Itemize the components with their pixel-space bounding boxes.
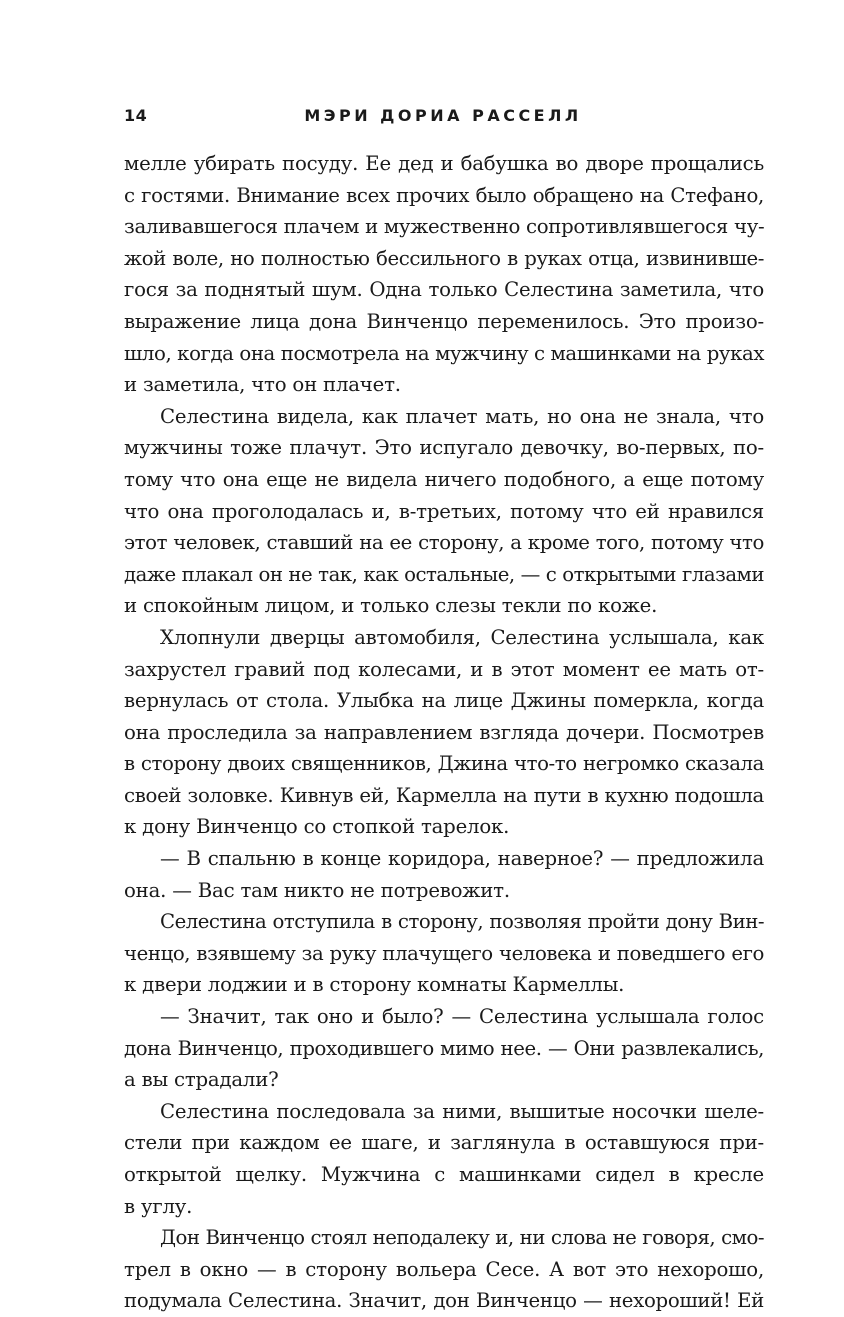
text-line: вернулась от стола. Улыбка на лице Джины померкла, когда [124,689,764,713]
text-line: шло, когда она посмотрела на мужчину с машинками на руках [124,341,765,365]
text-line: в углу. [124,1194,193,1218]
paragraph [124,401,764,622]
text-line: трел в окно — в сторону вольера Сесе. А вот это нехорошо, [124,1257,764,1281]
text-line: она. — Вас там никто не потревожит. [124,878,510,902]
text-line: Хлопнули дверцы автомобиля, Селестина услышала, как [160,625,764,649]
text-line: Селестина видела, как плачет мать, но она не знала, что [160,404,764,428]
text-line: дона Винченцо, проходившего мимо нее. — Они развлекались, [124,1036,764,1060]
paragraph [124,148,764,401]
text-line: мелле убирать посуду. Ее дед и бабушка во дворе прощались [124,152,764,175]
paragraph [124,906,764,1001]
text-line: тому что она еще не видела ничего подобного, а еще потому [124,467,764,491]
text-line: — Значит, так оно и было? — Селестина услышала голос [160,1005,764,1029]
text-line: к двери лоджии и в сторону комнаты Кармеллы. [124,973,625,997]
text-line: в сторону двоих священников, Джина что-то негромко сказала [124,752,764,776]
text-line: подумала Селестина. Значит, дон Винченцо — нехороший! Ей [124,1289,764,1313]
text-line: этот человек, ставший на ее сторону, а кроме того, потому что [124,531,764,555]
running-head-author: МЭРИ ДОРИА РАССЕЛЛ [304,106,582,125]
text-line: своей золовке. Кивнув ей, Кармелла на пути в кухню подошла [124,783,764,807]
text-line: мужчины тоже плачут. Это испугало девочку, во-первых, по- [124,436,764,460]
running-head [124,98,762,132]
text-line: заливавшегося плачем и мужественно сопротивлявшегося чу- [124,215,765,239]
text-line: выражение лица дона Винченцо переменилось. Это произо- [124,309,764,333]
text-line: стели при каждом ее шаге, и заглянула в оставшуюся при- [124,1131,764,1155]
paragraph [124,622,764,843]
page-number: 14 [124,106,148,125]
paragraph [124,843,764,906]
text-line: она проследила за направлением взгляда дочери. Посмотрев [124,720,764,744]
text-line: а вы страдали? [124,1068,279,1092]
text-line: захрустел гравий под колесами, и в этот момент ее мать от- [124,657,764,681]
text-line: и спокойным лицом, и только слезы текли по коже. [124,594,658,618]
paragraph [124,1001,764,1096]
text-line: Селестина отступила в сторону, позволяя пройти дону Вин- [160,910,764,934]
text-line: с гостями. Внимание всех прочих было обращено на Стефано, [124,183,764,207]
text-line: Дон Винченцо стоял неподалеку и, ни слова не говоря, смо- [160,1226,764,1250]
paragraph [124,1096,764,1222]
text-line: жой воле, но полностью бессильного в руках отца, извинивше- [124,246,764,270]
text-line: ченцо, взявшему за руку плачущего человека и поведшего его [124,941,764,965]
text-line: гося за поднятый шум. Одна только Селестина заметила, что [124,278,764,302]
text-line: открытой щелку. Мужчина с машинками сидел в кресле [124,1163,764,1186]
text-line: Селестина последовала за ними, вышитые носочки шеле- [160,1099,764,1123]
text-line: даже плакал он не так, как остальные, — с открытыми глазами [124,562,764,586]
paragraph [124,1222,764,1317]
body-text [124,148,764,1317]
text-line: к дону Винченцо со стопкой тарелок. [124,815,510,839]
text-line: что она проголодалась и, в-третьих, потому что ей нравился [124,499,764,523]
text-line: и заметила, что он плачет. [124,373,401,397]
text-line: — В спальню в конце коридора, наверное? — предложила [160,847,764,871]
